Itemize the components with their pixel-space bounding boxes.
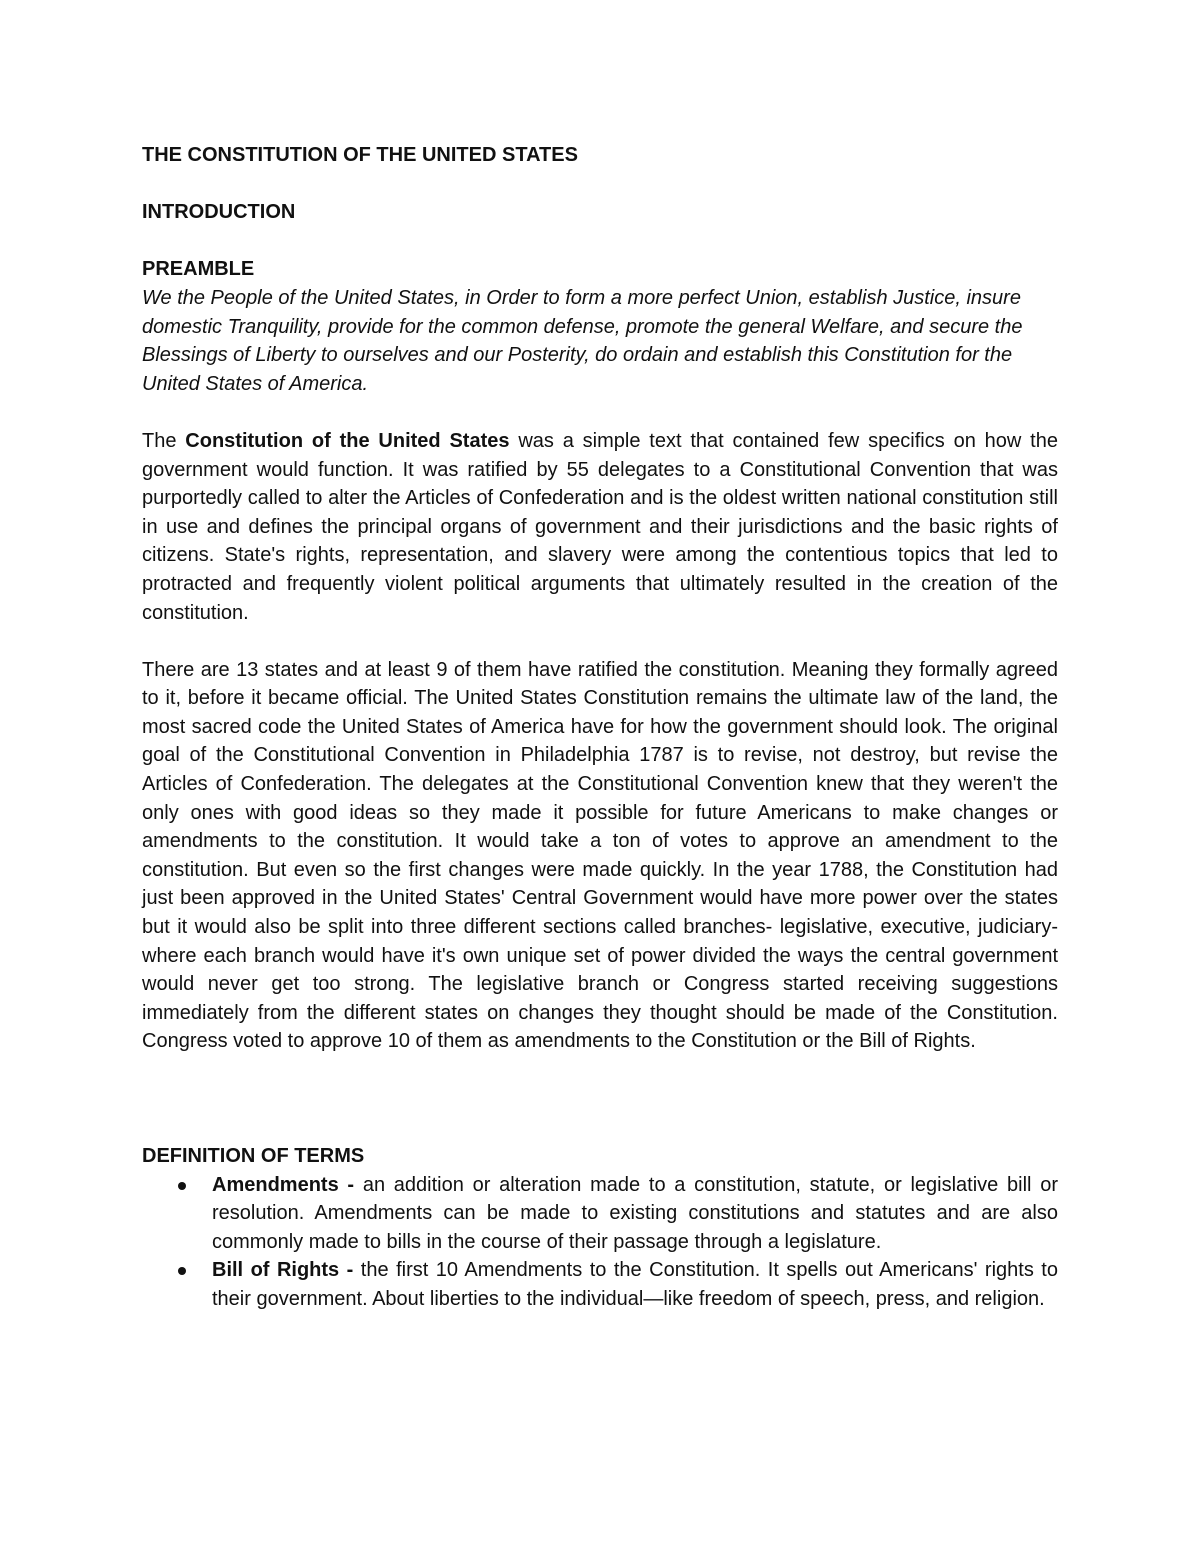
paragraph-rest: was a simple text that contained few specifics on how the government would function. It was ratified by 55 delegates to a Constitutional Convention that was purportedly called to alter the Articles of Confederation and is the oldest written national constitution still in use and defines the principal organs of government and their jurisdictions and the basic rights of citizens. State's rights, representation, and slavery were among the contentious topics that led to protracted and frequently violent political arguments that ultimately resulted in the creation of the constitution. [142,429,1058,624]
document-title: THE CONSTITUTION OF THE UNITED STATES [142,144,578,166]
spacer [142,398,1058,427]
introduction-heading: INTRODUCTION [142,201,296,224]
list-item [212,1256,1058,1313]
term-name: Amendments - [212,1173,355,1196]
spacer [142,627,1058,656]
term-name: Bill of Rights - [212,1259,354,1282]
bullet-icon [178,1182,186,1190]
spacer [142,227,1058,256]
bullet-icon [178,1267,186,1275]
list-item [212,1171,1058,1257]
paragraph-lead: The [142,429,186,452]
terms-heading: DEFINITION OF TERMS [142,1145,365,1167]
paragraph-ratification: There are 13 states and at least 9 of them have ratified the constitution. Meaning they formally agreed to it, before it became official. The United States Constitution remains the ultimate law of the land, the most sacred code the United States of America have for how the government should look. The original goal of the Constitutional Convention in Philadelphia 1787 is to revise, not destroy, but revise the Articles of Confederation. The delegates at the Constitutional Convention knew that they weren't the only ones with good ideas so they made it possible for future Americans to make changes or amendments to the constitution. It would take a ton of votes to approve an amendment to the constitution. But even so the first changes were made quickly. In the year 1788, the Constitution had just been approved in the United States' Central Government would have more power over the states but it would also be split into three different sections called branches- legislative, executive, judiciary- where each branch would have it's own unique set of power divided the ways the central government would never get too strong. The legislative branch or Congress started receiving suggestions immediately from the different states on changes they thought should be made of the Constitution. Congress voted to approve 10 of them as amendments to the Constitution or the Bill of Rights. [142,658,1058,1053]
term-definition: the first 10 Amendments to the Constitution. It spells out Americans' rights to their government. About liberties to the individual—like freedom of speech, press, and religion. [212,1259,1058,1310]
spacer [142,1056,1058,1142]
paragraph-bold-term: Constitution of the United States [185,429,510,452]
paragraph-constitution [142,427,1058,627]
preamble-text: We the People of the United States, in Order to form a more perfect Union, establish Justice, insure domestic Tranquility, provide for the common defense, promote the general Welfare, and secure the Blessings of Liberty to ourselves and our Posterity, do ordain and establish this Constitution for the United States of America. [142,286,1023,395]
terms-list [142,1171,1058,1314]
term-definition: an addition or alteration made to a constitution, statute, or legislative bill or resolution. Amendments can be made to existing constitutions and statutes and are also commonly made to bills in the course of their passage through a legislature. [212,1173,1058,1253]
preamble-heading: PREAMBLE [142,258,255,281]
spacer [142,170,1058,199]
document-page [142,141,1058,1314]
